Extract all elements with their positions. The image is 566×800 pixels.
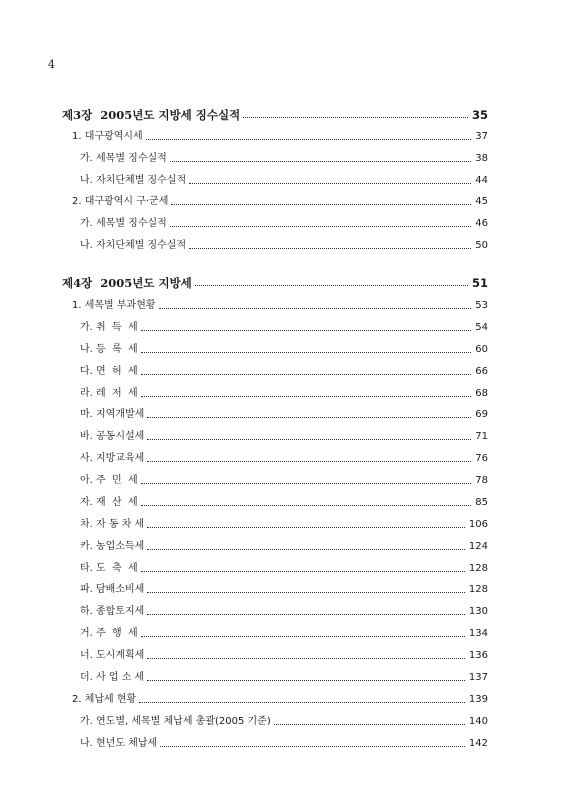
toc-subsection [80, 559, 488, 575]
toc-page: 85 [475, 497, 488, 508]
dot-leader [147, 527, 465, 528]
dot-leader [141, 352, 472, 353]
toc-label: 나. 자치단체별 징수실적 [80, 175, 187, 186]
toc-label: 타. 도 축 세 [80, 563, 138, 574]
toc-subsection [80, 362, 488, 378]
toc-label: 2. 대구광역시 구·군세 [72, 196, 169, 207]
dot-leader [139, 702, 465, 703]
toc-label: 다. 면 허 세 [80, 366, 138, 377]
dot-leader [160, 746, 465, 747]
toc-page: 68 [475, 388, 488, 399]
toc-page: 54 [475, 322, 488, 333]
toc-page: 128 [468, 584, 488, 595]
toc-page: 66 [475, 366, 488, 377]
toc-label: 라. 레 저 세 [80, 388, 138, 399]
toc-page: 106 [468, 519, 488, 530]
dot-leader [147, 417, 471, 418]
toc-label: 카. 농업소득세 [80, 541, 145, 552]
dot-leader [147, 658, 465, 659]
toc-page: 130 [468, 606, 488, 617]
toc-section [72, 127, 488, 143]
toc-chapter-3 [62, 105, 488, 121]
toc-page: 124 [468, 541, 488, 552]
toc-subsection [80, 449, 488, 465]
toc-subsection [80, 384, 488, 400]
dot-leader [147, 461, 471, 462]
toc-subsection [80, 668, 488, 684]
toc-subsection [80, 236, 488, 252]
toc-label: 바. 공동시설세 [80, 431, 145, 442]
toc-label: 2. 체납세 현황 [72, 694, 137, 705]
dot-leader [147, 592, 465, 593]
toc-subsection [80, 646, 488, 662]
dot-leader [189, 248, 471, 249]
dot-leader [141, 396, 472, 397]
toc-label: 가. 세목별 징수실적 [80, 153, 167, 164]
toc-subsection [80, 405, 488, 421]
dot-leader [146, 139, 472, 140]
toc-subsection [80, 214, 488, 230]
toc-subsection [80, 624, 488, 640]
toc-subsection [80, 515, 488, 531]
toc-subsection [80, 734, 488, 750]
toc-subsection [80, 171, 488, 187]
dot-leader [141, 483, 472, 484]
toc-label: 가. 세목별 징수실적 [80, 218, 167, 229]
toc-page: 35 [471, 108, 488, 122]
toc-section [72, 296, 488, 312]
toc-label: 나. 등 록 세 [80, 344, 138, 355]
toc-page: 142 [468, 738, 488, 749]
toc-subsection [80, 340, 488, 356]
toc-section [72, 192, 488, 208]
toc-subsection [80, 602, 488, 618]
page-number: 4 [48, 58, 55, 71]
toc-label: 제4장 2005년도 지방세 [62, 276, 192, 290]
dot-leader [147, 439, 471, 440]
toc-subsection [80, 149, 488, 165]
toc-page: 37 [475, 131, 488, 142]
toc-page: 139 [468, 694, 488, 705]
dot-leader [141, 505, 472, 506]
dot-leader [189, 183, 471, 184]
toc-label: 파. 담배소비세 [80, 584, 145, 595]
toc-label: 너. 도시계획세 [80, 650, 145, 661]
toc-label: 1. 세목별 부과현황 [72, 300, 156, 311]
toc-page: 51 [471, 276, 488, 290]
toc-subsection [80, 318, 488, 334]
toc-subsection [80, 493, 488, 509]
toc-label: 마. 지역개발세 [80, 409, 145, 420]
dot-leader [171, 204, 471, 205]
dot-leader [195, 285, 468, 286]
toc-label: 가. 취 득 세 [80, 322, 138, 333]
dot-leader [141, 571, 465, 572]
toc-page: 50 [475, 240, 488, 251]
toc-label: 사. 지방교육세 [80, 453, 145, 464]
toc-page: 71 [475, 431, 488, 442]
toc-label: 가. 연도별, 세목별 체납세 총괄(2005 기준) [80, 716, 271, 727]
toc-page: 136 [468, 650, 488, 661]
dot-leader [147, 614, 465, 615]
dot-leader [170, 226, 471, 227]
toc-page: 46 [475, 218, 488, 229]
toc-page: 45 [475, 196, 488, 207]
dot-leader [274, 724, 465, 725]
toc-page: 128 [468, 563, 488, 574]
toc-section [72, 690, 488, 706]
toc-subsection [80, 427, 488, 443]
toc-page: 78 [475, 475, 488, 486]
toc-page: 38 [475, 153, 488, 164]
toc-label: 하. 종합토지세 [80, 606, 145, 617]
toc-label: 제3장 2005년도 지방세 징수실적 [62, 108, 241, 122]
dot-leader [147, 549, 465, 550]
toc-subsection [80, 712, 488, 728]
toc-subsection [80, 537, 488, 553]
toc-label: 거. 주 행 세 [80, 628, 138, 639]
toc-page: 53 [475, 300, 488, 311]
toc-page: 60 [475, 344, 488, 355]
toc-page: 134 [468, 628, 488, 639]
toc-page: 69 [475, 409, 488, 420]
dot-leader [141, 330, 472, 331]
dot-leader [159, 308, 472, 309]
toc-label: 차. 자 동 차 세 [80, 519, 145, 530]
toc-label: 나. 자치단체별 징수실적 [80, 240, 187, 251]
toc-label: 자. 재 산 세 [80, 497, 138, 508]
toc-subsection [80, 580, 488, 596]
dot-leader [170, 161, 471, 162]
toc-page: 76 [475, 453, 488, 464]
dot-leader [243, 117, 468, 118]
toc-label: 더. 사 업 소 세 [80, 672, 145, 683]
toc-label: 나. 현년도 체납세 [80, 738, 158, 749]
dot-leader [141, 636, 465, 637]
toc-page: 140 [468, 716, 488, 727]
toc-chapter-4 [62, 273, 488, 289]
dot-leader [147, 680, 465, 681]
dot-leader [141, 374, 472, 375]
toc-page: 137 [468, 672, 488, 683]
toc-page: 44 [475, 175, 488, 186]
toc-subsection [80, 471, 488, 487]
toc-label: 아. 주 민 세 [80, 475, 138, 486]
toc-label: 1. 대구광역시세 [72, 131, 143, 142]
